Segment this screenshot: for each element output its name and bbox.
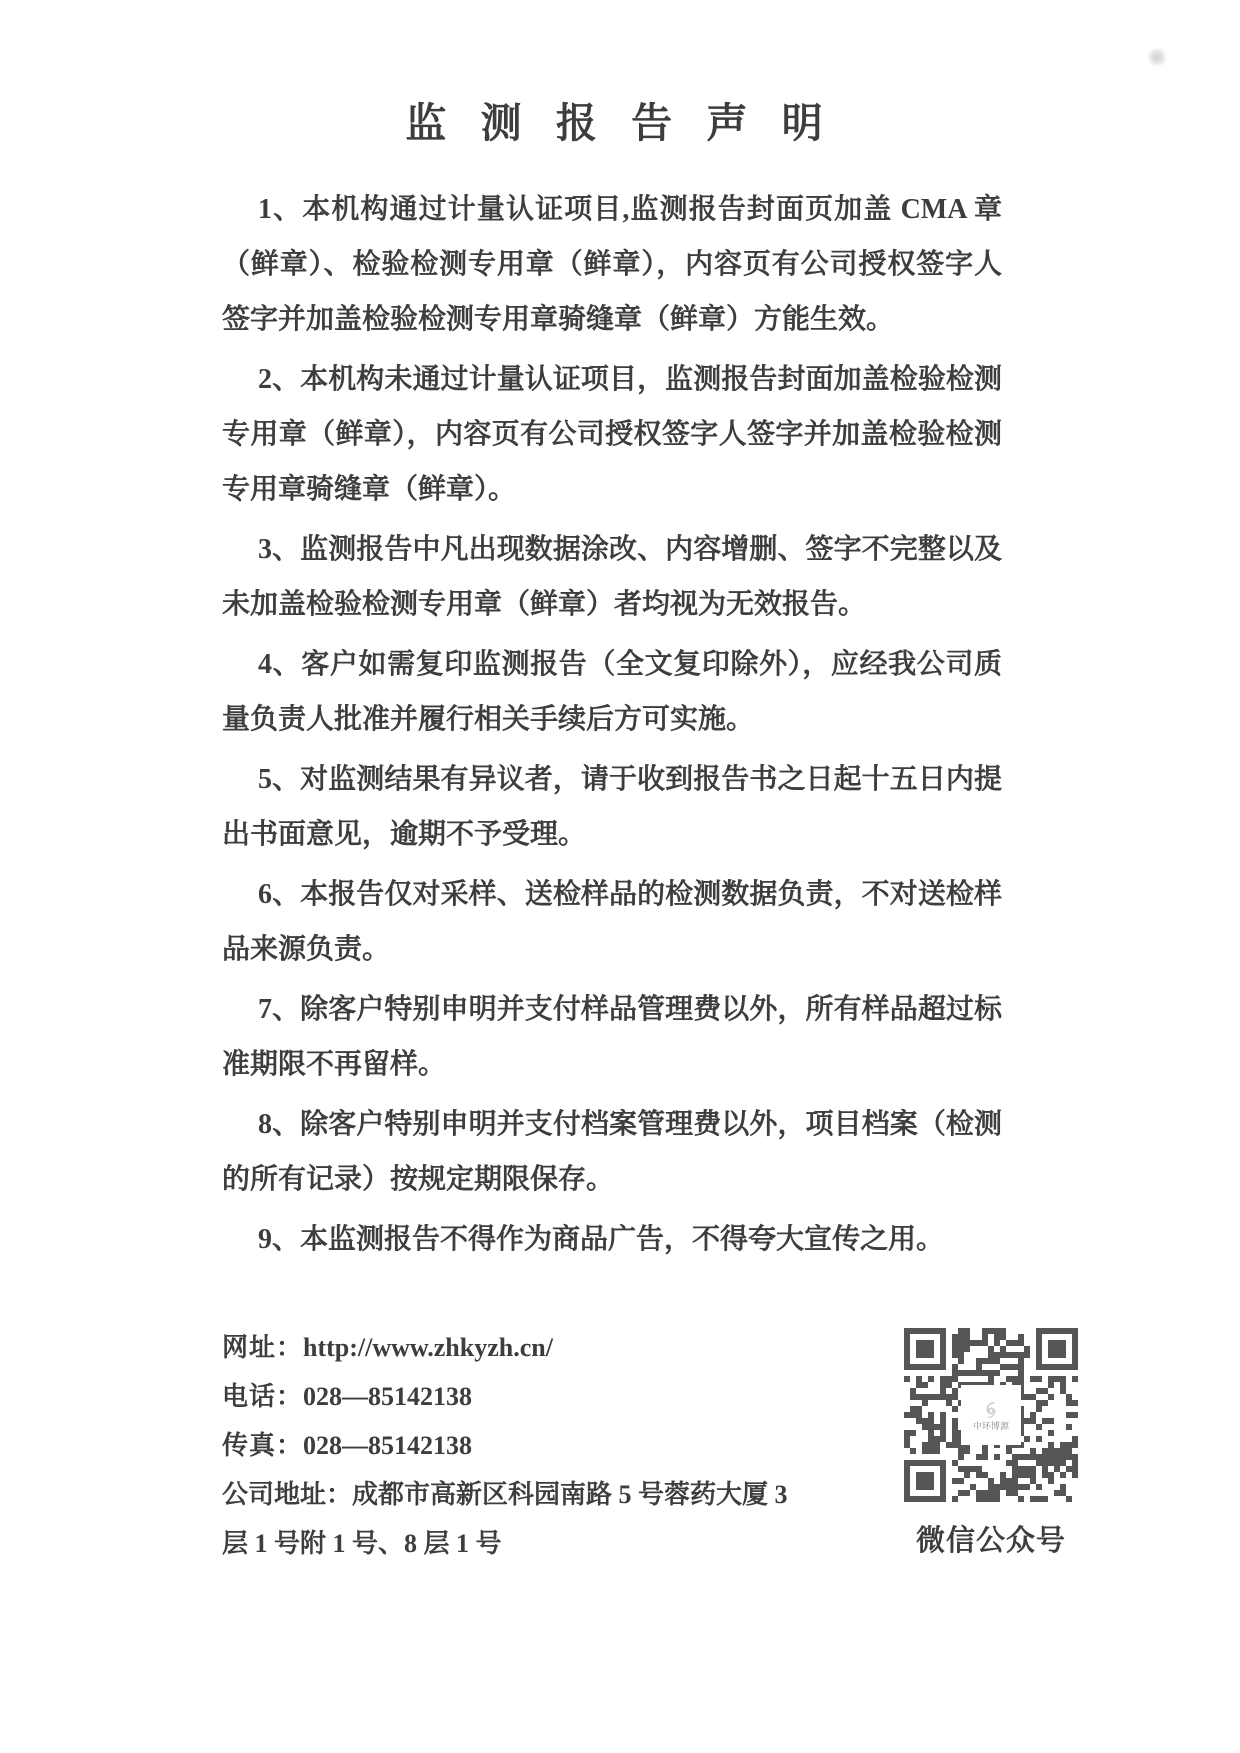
footer-phone-row bbox=[222, 1372, 832, 1421]
website-label: 网址： bbox=[222, 1333, 304, 1362]
statement-paragraph-6: 6、本报告仅对采样、送检样品的检测数据负责，不对送检样品来源负责。 bbox=[222, 879, 1002, 965]
footer-address-line1: 公司地址：成都市高新区科园南路 5 号蓉药大厦 3 bbox=[222, 1480, 788, 1509]
footer-website-row bbox=[222, 1323, 832, 1372]
contact-footer bbox=[222, 1323, 832, 1568]
qr-caption: 微信公众号 bbox=[915, 1525, 1066, 1557]
fax-value: 028—85142138 bbox=[303, 1431, 473, 1460]
fax-label: 传真： bbox=[222, 1431, 304, 1460]
scan-artifact bbox=[1148, 48, 1166, 66]
statement-paragraph-7: 7、除客户特别申明并支付样品管理费以外，所有样品超过标准期限不再留样。 bbox=[222, 994, 1002, 1080]
phone-label: 电话： bbox=[222, 1382, 304, 1411]
statement-paragraph-1: 1、本机构通过计量认证项目,监测报告封面页加盖 CMA 章（鲜章）、检验检测专用章（鲜章），内容页有公司授权签字人签字并加盖检验检测专用章骑缝章（鲜章）方能生效。 bbox=[222, 194, 1002, 335]
statement-paragraph-3: 3、监测报告中凡出现数据涂改、内容增删、签字不完整以及未加盖检验检测专用章（鲜章）者均视为无效报告。 bbox=[222, 534, 1002, 620]
footer-address-line2: 层 1 号附 1 号、8 层 1 号 bbox=[222, 1529, 502, 1558]
statement-paragraph-8: 8、除客户特别申明并支付档案管理费以外，项目档案（检测的所有记录）按规定期限保存。 bbox=[222, 1109, 1002, 1195]
page-title: 监 测 报 告 声 明 bbox=[405, 100, 835, 146]
qr-center-label: 中环博源 bbox=[972, 1420, 1009, 1431]
statement-paragraph-9: 9、本监测报告不得作为商品广告，不得夸大宣传之用。 bbox=[258, 1224, 945, 1255]
statement-paragraph-4: 4、客户如需复印监测报告（全文复印除外），应经我公司质量负责人批准并履行相关手续后方可实施。 bbox=[222, 649, 1002, 735]
statement-paragraph-5: 5、对监测结果有异议者，请于收到报告书之日起十五日内提出书面意见，逾期不予受理。 bbox=[222, 764, 1002, 850]
statement-paragraph-2: 2、本机构未通过计量认证项目，监测报告封面加盖检验检测专用章（鲜章），内容页有公司授权签字人签字并加盖检验检测专用章骑缝章（鲜章）。 bbox=[222, 364, 1002, 505]
statement-body bbox=[222, 182, 1002, 1272]
qr-center-logo bbox=[961, 1385, 1021, 1445]
phone-value: 028—85142138 bbox=[303, 1382, 473, 1411]
wechat-qr-block bbox=[904, 1328, 1078, 1559]
website-value: http://www.zhkyzh.cn/ bbox=[303, 1333, 553, 1362]
footer-fax-row bbox=[222, 1421, 832, 1470]
logo-swirl-icon bbox=[980, 1399, 1002, 1421]
qr-frame bbox=[904, 1328, 1078, 1502]
